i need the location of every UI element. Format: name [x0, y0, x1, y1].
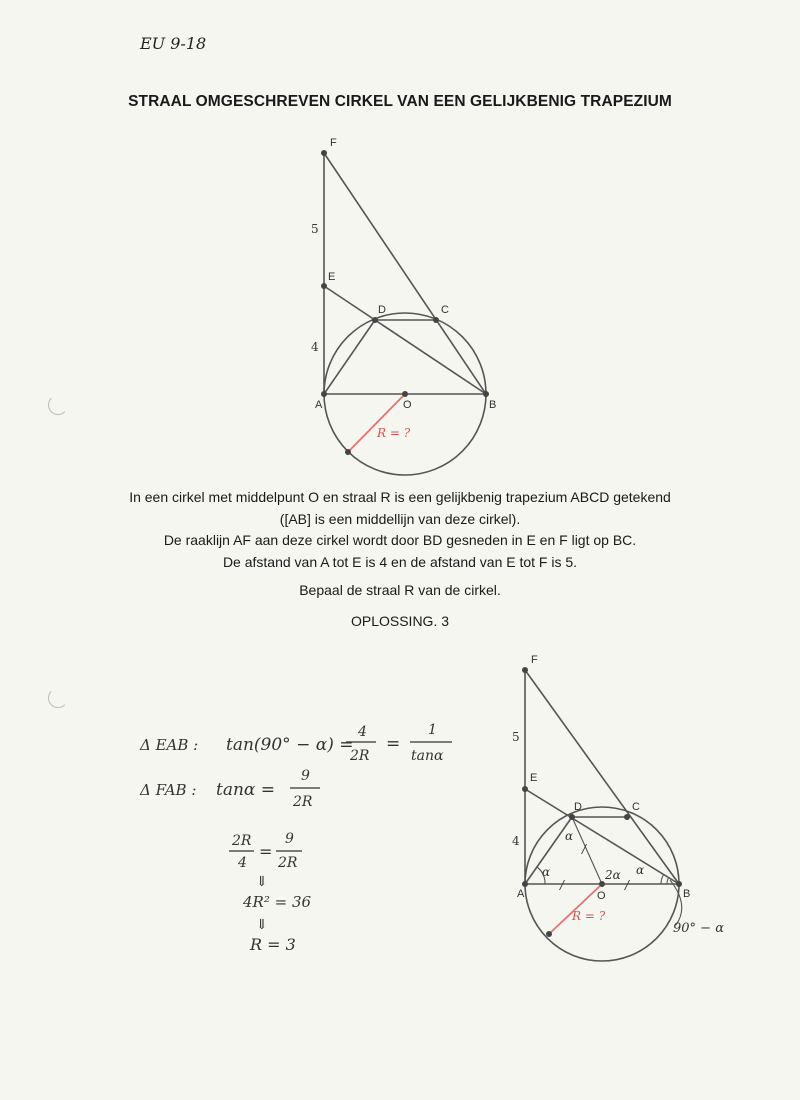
label-O: O [597, 890, 606, 902]
problem-line: De raaklijn AF aan deze cirkel wordt door BD gesneden in E en F ligt op BC. [163, 532, 637, 548]
eab-lhs: tan(90° − α) = [226, 735, 354, 755]
label-C: C [441, 304, 449, 316]
label-A: A [315, 399, 323, 411]
label-C: C [632, 801, 640, 813]
fab-den: 2R [293, 794, 313, 810]
implies-arrow: ⇓ [256, 917, 268, 933]
fab-lhs: tanα = [216, 780, 276, 800]
point-C [624, 814, 630, 820]
problem-line: In een cirkel met middelpunt O en straal R is een gelijkbenig trapezium ABCD getekend [129, 489, 671, 505]
angle-alpha-B: α [636, 863, 645, 877]
tick-mark: / [560, 878, 565, 892]
radius-label: R = ? [572, 909, 606, 923]
angle-2alpha-O: 2α [605, 868, 621, 882]
point-E [522, 786, 528, 792]
length-AE: 4 [512, 834, 520, 848]
eab-den2: tanα [411, 748, 444, 764]
step-3: R = 3 [250, 935, 296, 954]
point-R [546, 931, 552, 937]
label-F: F [531, 654, 538, 666]
eab-num2: 1 [428, 722, 437, 738]
step-right-num: 9 [285, 831, 294, 847]
tick-mark: / [625, 878, 630, 892]
step-left-num: 2R [232, 833, 252, 849]
angle-90-minus-alpha: 90° − α [673, 921, 724, 936]
implies-arrow: ⇓ [256, 874, 268, 890]
angle-alpha-A: α [542, 865, 551, 879]
label-A: A [517, 888, 525, 900]
label-D: D [378, 304, 386, 316]
label-B: B [683, 888, 691, 900]
step-left-den: 4 [238, 855, 247, 871]
question: Bepaal de straal R van de cirkel. [299, 582, 501, 598]
angle-arc-B [661, 874, 664, 884]
point-B [676, 881, 682, 887]
radius-label: R = ? [377, 426, 411, 440]
length-EF: 5 [311, 222, 319, 236]
label-D: D [574, 801, 582, 813]
length-AE: 4 [311, 340, 319, 354]
reference-code: EU 9-18 [140, 34, 207, 53]
eab-eq: = [386, 734, 401, 754]
problem-line: ([AB] is een middellijn van deze cirkel). [279, 510, 521, 527]
eab-prefix: Δ EAB : [140, 736, 199, 754]
solution-heading: OPLOSSING. 3 [350, 613, 450, 629]
label-B: B [489, 399, 497, 411]
page-title: STRAAL OMGESCHREVEN CIRKEL VAN EEN GELIJKBENIG TRAPEZIUM [128, 93, 672, 110]
problem-line: De afstand van A tot E is 4 en de afstand van E tot F is 5. [222, 553, 578, 570]
angle-alpha-D: α [565, 829, 574, 843]
point-D [569, 814, 575, 820]
label-O: O [403, 399, 412, 411]
eab-num: 4 [358, 724, 367, 740]
angle-arc-B-outer [667, 877, 669, 884]
fab-prefix: Δ FAB : [140, 781, 197, 799]
step-right-den: 2R [278, 855, 298, 871]
point-F [522, 667, 528, 673]
step-eq: = [259, 842, 273, 861]
label-E: E [328, 271, 336, 283]
point-A [522, 881, 528, 887]
label-E: E [530, 772, 538, 784]
fab-num: 9 [301, 768, 310, 784]
tick-mark: / [582, 842, 587, 856]
eab-den: 2R [350, 748, 370, 764]
step-2: 4R² = 36 [243, 893, 312, 911]
length-EF: 5 [512, 730, 520, 744]
label-F: F [330, 137, 337, 149]
